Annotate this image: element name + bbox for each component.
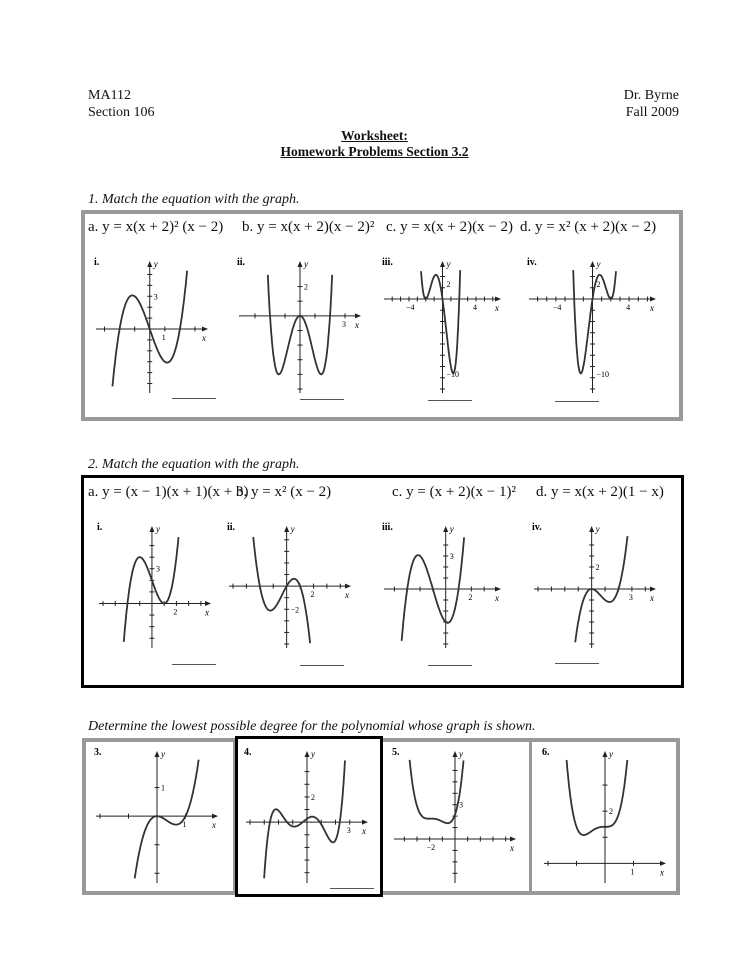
y-axis-label: y bbox=[609, 749, 613, 759]
problem1-prompt: 1. Match the equation with the graph. bbox=[88, 192, 300, 207]
tick-label: 1 bbox=[161, 783, 165, 793]
tick-label: 2 bbox=[310, 590, 315, 600]
problem3-graph bbox=[92, 745, 222, 885]
worksheet-subtitle: Homework Problems Section 3.2 bbox=[280, 144, 469, 159]
y-axis-arrow-icon bbox=[603, 751, 608, 757]
polynomial-curve bbox=[264, 760, 345, 878]
course-info bbox=[88, 87, 155, 121]
graph-label: 5. bbox=[392, 747, 400, 758]
x-axis-arrow-icon bbox=[650, 297, 656, 302]
graph-label: iv. bbox=[532, 522, 542, 533]
course-code: MA112 bbox=[88, 88, 132, 103]
x-axis-label: x bbox=[510, 843, 514, 853]
worksheet-title: Worksheet: bbox=[341, 128, 408, 143]
problem4-graph bbox=[242, 745, 372, 885]
y-axis-arrow-icon bbox=[440, 261, 445, 267]
y-axis-label: y bbox=[596, 259, 601, 269]
x-axis-arrow-icon bbox=[660, 861, 666, 866]
x-axis-label: x bbox=[650, 593, 654, 603]
graph-label: 4. bbox=[244, 747, 252, 758]
tick-label: 2 bbox=[173, 607, 178, 617]
problem1-eq-b: b. y = x(x + 2)(x − 2)² bbox=[242, 219, 375, 235]
problem2-graph-ii bbox=[225, 520, 355, 650]
x-axis-arrow-icon bbox=[362, 820, 368, 825]
x-axis-label: x bbox=[355, 319, 359, 330]
term: Fall 2009 bbox=[625, 105, 679, 120]
tick-label: −10 bbox=[446, 370, 460, 379]
y-axis-label: y bbox=[311, 749, 315, 759]
x-axis-label: x bbox=[650, 303, 654, 313]
problem2-graph-i bbox=[95, 520, 215, 650]
answer-blank[interactable] bbox=[555, 401, 599, 402]
y-axis-label: y bbox=[304, 259, 308, 269]
problem2-eq-d: d. y = x(x + 2)(1 − x) bbox=[536, 484, 664, 500]
answer-blank[interactable] bbox=[300, 399, 344, 400]
x-axis-label: x bbox=[495, 593, 499, 603]
tick-label: 3 bbox=[449, 552, 454, 561]
problem2-graph-iii bbox=[380, 520, 505, 650]
course-section: Section 106 bbox=[88, 105, 155, 120]
problem2-eq-c: c. y = (x + 2)(x − 1)² bbox=[392, 484, 517, 500]
y-axis-label: y bbox=[595, 524, 600, 534]
problem2-prompt: 2. Match the equation with the graph. bbox=[88, 457, 300, 472]
problem2-eq-a: a. y = (x − 1)(x + 1)(x + 3) bbox=[88, 484, 249, 500]
tick-label: −10 bbox=[596, 370, 610, 379]
y-axis-arrow-icon bbox=[284, 526, 289, 532]
tick-label: 1 bbox=[630, 867, 635, 877]
graph-label: i. bbox=[97, 522, 103, 533]
x-axis-label: x bbox=[345, 590, 349, 601]
x-axis-arrow-icon bbox=[345, 584, 351, 589]
y-axis-arrow-icon bbox=[305, 751, 310, 757]
x-axis-arrow-icon bbox=[650, 587, 656, 592]
problem5-graph bbox=[390, 745, 520, 885]
tick-label: 3 bbox=[346, 826, 351, 836]
x-axis-arrow-icon bbox=[495, 297, 501, 302]
answer-blank[interactable] bbox=[428, 400, 472, 401]
divider bbox=[529, 740, 532, 893]
y-axis-arrow-icon bbox=[149, 526, 154, 532]
answer-blank[interactable] bbox=[428, 665, 472, 666]
tick-label: 2 bbox=[595, 563, 600, 572]
problem3-prompt: Determine the lowest possible degree for the polynomial whose graph is shown. bbox=[88, 719, 536, 734]
answer-blank[interactable] bbox=[330, 888, 374, 889]
graph-label: 6. bbox=[542, 747, 550, 758]
answer-blank[interactable] bbox=[300, 665, 344, 666]
x-axis-label: x bbox=[495, 303, 499, 313]
graph-label: iv. bbox=[527, 257, 537, 268]
x-axis-label: x bbox=[205, 607, 209, 618]
tick-label: 2 bbox=[468, 593, 473, 602]
x-axis-arrow-icon bbox=[510, 837, 516, 842]
instructor-name: Dr. Byrne bbox=[623, 88, 679, 103]
x-axis-label: x bbox=[362, 826, 366, 837]
tick-label: 2 bbox=[311, 792, 315, 802]
y-axis-arrow-icon bbox=[589, 526, 594, 532]
y-axis-arrow-icon bbox=[155, 751, 160, 757]
x-axis-arrow-icon bbox=[202, 327, 208, 332]
problem1-graph-iv bbox=[525, 255, 660, 395]
graph-label: 3. bbox=[94, 747, 102, 758]
tick-label: −4 bbox=[405, 303, 415, 312]
tick-label: 1 bbox=[182, 820, 187, 830]
problem1-eq-c: c. y = x(x + 2)(x − 2) bbox=[386, 219, 514, 235]
y-axis-label: y bbox=[446, 259, 451, 269]
y-axis-arrow-icon bbox=[298, 261, 303, 267]
y-axis-arrow-icon bbox=[453, 751, 458, 757]
y-axis-label: y bbox=[155, 524, 160, 534]
tick-label: 2 bbox=[609, 807, 613, 817]
tick-label: 3 bbox=[155, 564, 160, 574]
x-axis-arrow-icon bbox=[355, 313, 361, 318]
tick-label: 3 bbox=[342, 319, 346, 329]
problem2-graph-iv bbox=[530, 520, 660, 650]
tick-label: 2 bbox=[304, 282, 308, 292]
polynomial-curve bbox=[253, 537, 310, 643]
tick-label: 4 bbox=[473, 303, 478, 312]
problem1-graph-iii bbox=[380, 255, 505, 395]
problem1-eq-d: d. y = x² (x + 2)(x − 2) bbox=[520, 219, 657, 235]
x-axis-label: x bbox=[660, 867, 664, 878]
y-axis-arrow-icon bbox=[590, 261, 595, 267]
x-axis-arrow-icon bbox=[212, 814, 218, 819]
x-axis-arrow-icon bbox=[205, 601, 211, 606]
problem2-eq-b: b. y = x² (x − 2) bbox=[236, 484, 332, 500]
answer-blank[interactable] bbox=[172, 664, 216, 665]
polynomial-curve bbox=[135, 760, 199, 879]
y-axis-label: y bbox=[153, 259, 158, 269]
x-axis-label: x bbox=[202, 333, 206, 343]
x-axis-arrow-icon bbox=[495, 587, 501, 592]
y-axis-arrow-icon bbox=[443, 526, 448, 532]
graph-label: ii. bbox=[227, 522, 236, 533]
y-axis-arrow-icon bbox=[147, 261, 152, 267]
graph-label: i. bbox=[94, 257, 100, 268]
graph-label: iii. bbox=[382, 522, 393, 533]
problem1-graph-i bbox=[92, 255, 212, 395]
tick-label: 1 bbox=[161, 333, 166, 342]
tick-label: 2 bbox=[446, 280, 451, 289]
y-axis-label: y bbox=[290, 524, 295, 534]
tick-label: −2 bbox=[290, 605, 300, 615]
answer-blank[interactable] bbox=[555, 663, 599, 664]
polynomial-curve bbox=[567, 760, 628, 835]
tick-label: 3 bbox=[153, 292, 158, 302]
problem1-eq-a: a. y = x(x + 2)² (x − 2) bbox=[88, 219, 224, 235]
graph-label: iii. bbox=[382, 257, 393, 268]
y-axis-label: y bbox=[161, 749, 165, 759]
tick-label: 3 bbox=[459, 800, 463, 810]
x-axis-label: x bbox=[212, 820, 216, 831]
graph-label: ii. bbox=[237, 257, 246, 268]
tick-label: 3 bbox=[628, 593, 633, 602]
tick-label: −4 bbox=[552, 303, 562, 312]
problem6-graph bbox=[540, 745, 670, 885]
tick-label: 4 bbox=[626, 303, 631, 312]
answer-blank[interactable] bbox=[172, 398, 216, 399]
y-axis-label: y bbox=[449, 524, 454, 534]
tick-label: 2 bbox=[596, 280, 601, 289]
problem1-graph-ii bbox=[235, 255, 365, 395]
tick-label: −2 bbox=[426, 843, 436, 852]
y-axis-label: y bbox=[459, 749, 463, 759]
instructor-info bbox=[624, 87, 679, 121]
